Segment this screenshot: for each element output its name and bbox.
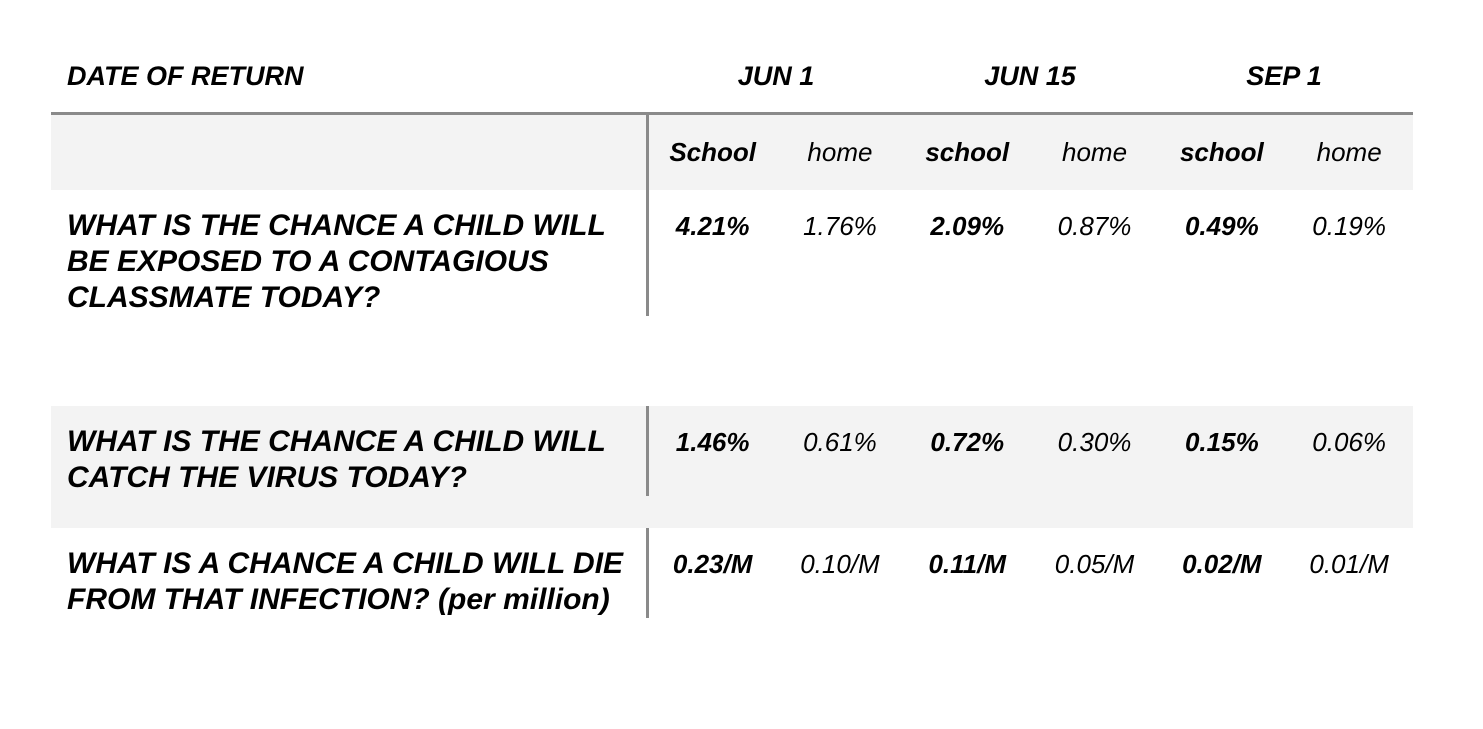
subheader-cell: school: [925, 137, 1010, 167]
value-cell: 0.49%: [1184, 211, 1259, 241]
subheader-row: [51, 115, 1413, 190]
value-cell: 0.05/M: [1054, 549, 1135, 579]
subheader-cell: school: [1179, 137, 1264, 167]
value-cell: 0.15%: [1184, 427, 1259, 457]
value-cell: 0.01/M: [1309, 549, 1389, 579]
value-cell: 1.46%: [675, 427, 750, 457]
value-cell: 0.19%: [1312, 211, 1386, 241]
subheader-cell: School: [669, 137, 756, 167]
value-cell: 0.11/M: [928, 549, 1007, 579]
table-row: [51, 190, 1413, 406]
header-label: DATE OF RETURN: [67, 60, 304, 91]
row-question: WHAT IS A CHANCE A CHILD WILL DIE FROM THAT INFECTION? (per million): [51, 528, 649, 618]
value-cell: 2.09%: [930, 211, 1005, 241]
row-question: WHAT IS THE CHANCE A CHILD WILL BE EXPOSED TO A CONTAGIOUS CLASSMATE TODAY?: [51, 190, 649, 316]
subheader-cell: home: [807, 137, 873, 167]
value-cell: 0.02/M: [1182, 549, 1262, 579]
table-row: [51, 406, 1413, 528]
value-cell: 0.23/M: [672, 549, 753, 579]
value-cell: 0.72%: [930, 427, 1005, 457]
value-cell: 0.06%: [1312, 427, 1386, 457]
value-cell: 0.61%: [803, 427, 877, 457]
value-cell: 0.10/M: [800, 549, 880, 579]
value-cell: 0.30%: [1057, 427, 1132, 457]
subheader-cell: home: [1316, 137, 1382, 167]
table-row: [51, 528, 1413, 695]
header-group-jun1: JUN 1: [737, 60, 815, 91]
row-question: WHAT IS THE CHANCE A CHILD WILL CATCH THE VIRUS TODAY?: [51, 406, 649, 496]
table-header-row: [51, 40, 1413, 115]
header-group-sep1: SEP 1: [1246, 60, 1322, 91]
risk-table: [51, 40, 1413, 695]
value-cell: 0.87%: [1057, 211, 1132, 241]
value-cell: 1.76%: [803, 211, 877, 241]
value-cell: 4.21%: [675, 211, 750, 241]
subheader-cell: home: [1062, 137, 1128, 167]
header-group-jun15: JUN 15: [984, 60, 1076, 91]
subheader-empty-cell: [51, 115, 649, 190]
